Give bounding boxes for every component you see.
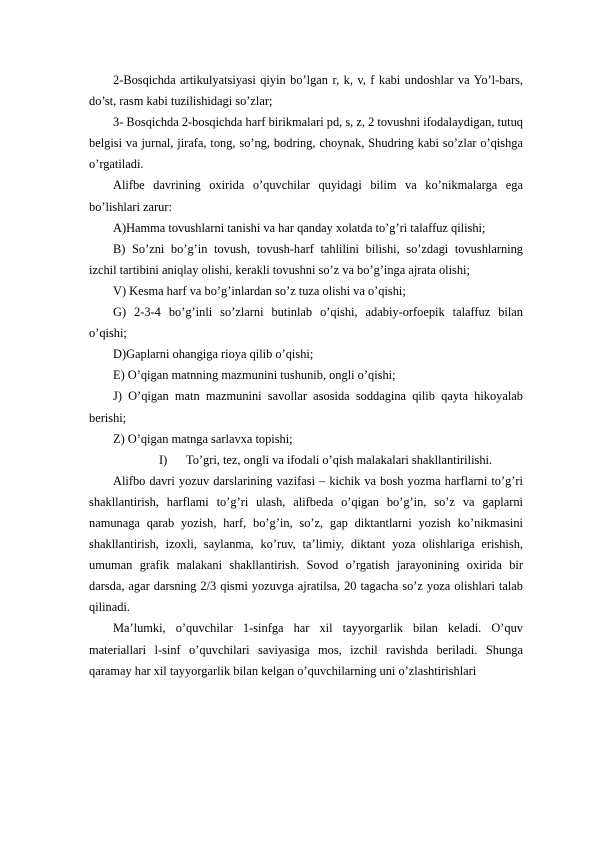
list-item-g: G) 2-3-4 bo’g’inli so’zlarni butinlab o’qishi, adabiy-orfoepik talaffuz bilan o’qishi;	[89, 305, 523, 341]
list-item-a: A)Hamma tovushlarni tanishi va har qanday xolatda to’g’ri talaffuz qilishi;	[113, 220, 486, 235]
list-item-d: D)Gaplarni ohangiga rioya qilib o’qishi;	[113, 347, 314, 362]
section-heading-text: To’gri, tez, ongli va ifodali o’qish malakalari shakllantirilishi.	[186, 452, 493, 467]
paragraph-requirements-intro: Alifbe davrining oxirida o’quvchilar quyidagi bilim va ko’nikmalarga ega bo’lishlari zarur:	[89, 178, 523, 214]
list-item-v: V) Kesma harf va bo’g’inlardan so’z tuza olishi va o’qishi;	[113, 283, 406, 298]
list-item-e: E) O’qigan matnning mazmunini tushunib, ongli o’qishi;	[113, 368, 396, 383]
section-heading-marker: I)	[159, 452, 168, 467]
list-item-j: J) O’qigan matn mazmunini savollar asosida soddagina qilib qayta hikoyalab berishi;	[89, 389, 523, 425]
section-heading	[89, 450, 523, 471]
document-page	[89, 70, 523, 682]
list-item-z: Z) O’qigan matnga sarlavxa topishi;	[113, 431, 293, 446]
list-item-b: B) So’zni bo’g’in tovush, tovush-harf tahlilini bilishi, so’zdagi tovushlarning izchil tartibini aniqlay olishi, kerakli tovushni so’z va bo’g’inga ajrata olishi;	[89, 241, 523, 277]
paragraph-stage-2: 2-Bosqichda artikulyatsiyasi qiyin bo’lgan r, k, v, f kabi undoshlar va Yo’l-bars, do’st, rasm kabi tuzilishidagi so’zlar;	[89, 73, 523, 109]
paragraph-stage-3: 3- Bosqichda 2-bosqichda harf birikmalari pd, s, z, 2 tovushni ifodalaydigan, tutuq belgisi va jurnal, jirafa, tong, so’ng, bodring, choynak, Shudring kabi so’zlar o’qishga o’rgatiladi.	[89, 115, 523, 172]
paragraph-preparation: Ma’lumki, o’quvchilar 1-sinfga har xil tayyorgarlik bilan keladi. O’quv materiallari l-sinf o’quvchilari saviyasiga mos, izchil ravishda beriladi. Shunga qaramay har xil tayyorgarlik bilan kelgan o’quvchilarning uni o’zlashtirishlari	[89, 621, 523, 678]
paragraph-writing-lessons: Alifbo davri yozuv darslarining vazifasi – kichik va bosh yozma harflarni to’g’ri shakllantirish, harflami to’g’ri ulash, alifbeda o’qigan bo’g’in, so’z va gaplarni namunaga qarab yozish, harf, bo’g’in, so’z, gap diktantlarni yozish ko’nikmasini shakllantirish, izoxli, saylanma, ko’ruv, ta’limiy, diktant yoza olishlariga erishish, umuman grafik malakani shakllantirish. Sovod o’rgatish jarayonining oxirida bir darsda, agar darsning 2/3 qismi yozuvga ajratilsa, 20 tagacha so’z yoza olishlari talab qilinadi.	[89, 473, 523, 615]
